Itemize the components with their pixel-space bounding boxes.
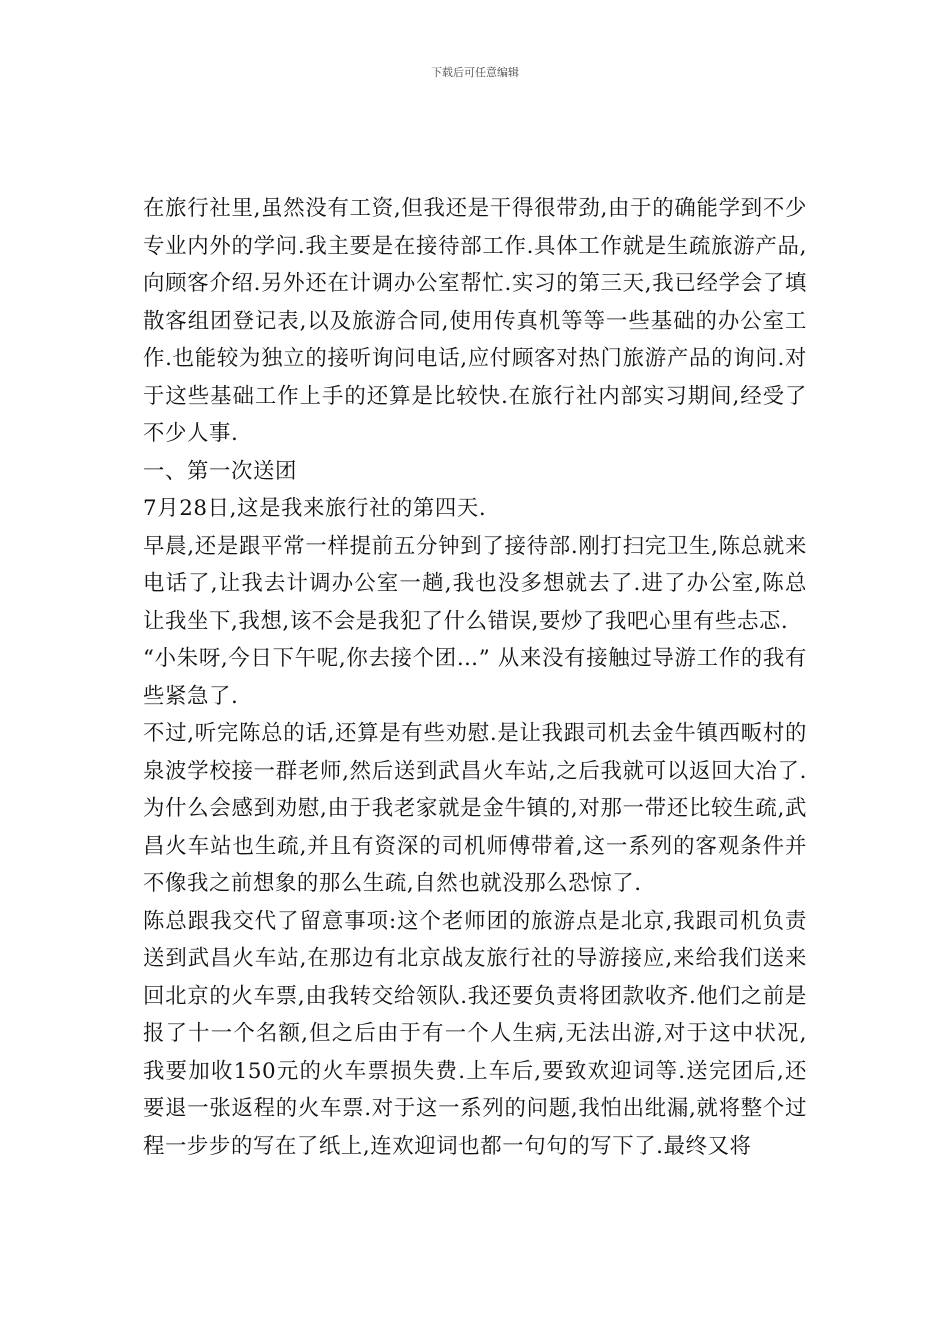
paragraph-quote: “小朱呀,今日下午呢,你去接个团…” 从来没有接触过导游工作的我有些紧急了.	[143, 646, 807, 709]
paragraph-morning: 早晨,还是跟平常一样提前五分钟到了接待部.刚打扫完卫生,陈总就来电话了,让我去计调办公室一趟,我也没多想就去了.进了办公室,陈总让我坐下,我想,该不会是我犯了什么错误,要炒了我吧心里有些忐忑.	[143, 533, 807, 634]
paragraph-relief: 不过,听完陈总的话,还算是有些劝慰.是让我跟司机去金牛镇西畈村的泉波学校接一群老师,然后送到武昌火车站,之后我就可以返回大冶了.为什么会感到劝慰,由于我老家就是金牛镇的,对那一带还比较生疏,武昌火车站也生疏,并且有资深的司机师傅带着,这一系列的客观条件并不像我之前想象的那么生疏,自然也就没那么恐惊了.	[143, 721, 807, 896]
page-header: 下载后可任意编辑	[431, 66, 519, 79]
document-body	[143, 190, 807, 1165]
paragraph-intro: 在旅行社里,虽然没有工资,但我还是干得很带劲,由于的确能学到不少专业内外的学问.我主要是在接待部工作.具体工作就是生疏旅游产品,向顾客介绍.另外还在计调办公室帮忙.实习的第三天,我已经学会了填散客组团登记表,以及旅游合同,使用传真机等等一些基础的办公室工作.也能较为独立的接听询问电话,应付顾客对热门旅游产品的询问.对于这些基础工作上手的还算是比较快.在旅行社内部实习期间,经受了不少人事.	[143, 196, 807, 446]
paragraph-instructions: 陈总跟我交代了留意事项:这个老师团的旅游点是北京,我跟司机负责送到武昌火车站,在那边有北京战友旅行社的导游接应,来给我们送来回北京的火车票,由我转交给领队.我还要负责将团款收齐.他们之前是报了十一个名额,但之后由于有一个人生病,无法出游,对于这中状况,我要加收150元的火车票损失费.上车后,要致欢迎词等.送完团后,还要退一张返程的火车票.对于这一系列的问题,我怕出纰漏,就将整个过程一步步的写在了纸上,连欢迎词也都一句句的写下了.最终又将	[143, 908, 807, 1159]
section-heading: 一、第一次送团	[143, 458, 297, 484]
paragraph-date: 7月28日,这是我来旅行社的第四天.	[143, 496, 487, 521]
